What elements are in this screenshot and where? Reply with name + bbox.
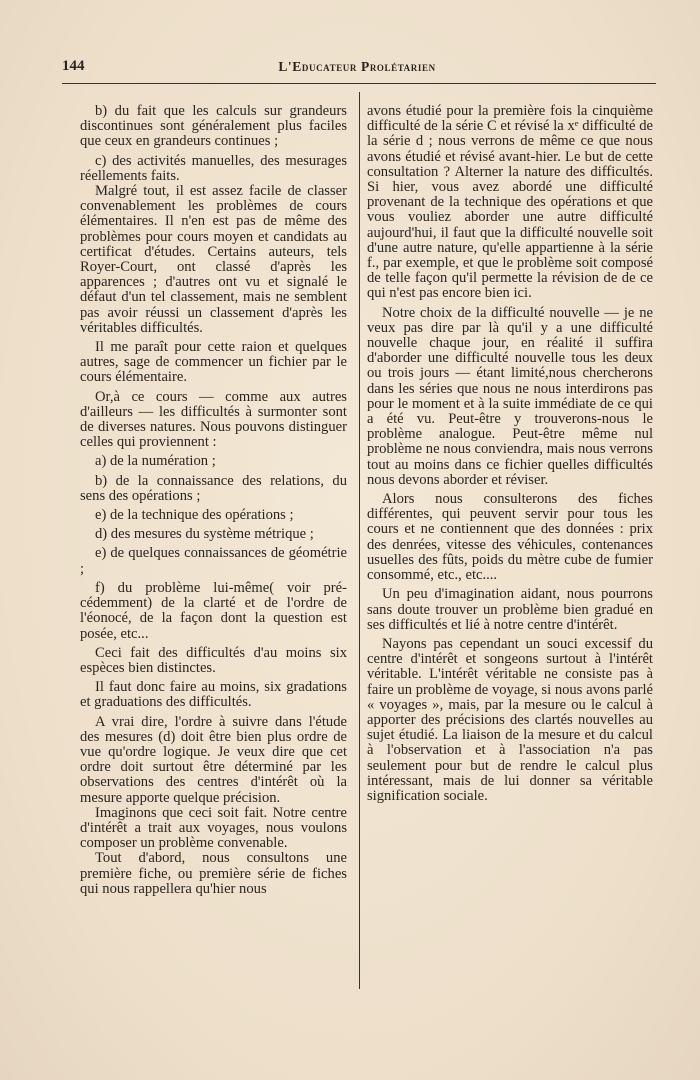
- running-title: L'Educateur Prolétarien: [278, 59, 436, 74]
- paragraph: Nayons pas cependant un souci excessif du centre d'intérêt et songeons surtout à l'intérêt véritable. L'intérêt véritable ne consiste pas à faire un problème de voyage, si nous avons parlé « voyages », mais, par la mesure ou le calcul à apporter des précisions des clartés nouvelles au sujet étudié. La liaison de la mesure et du calcul à l'observation et à l'association n'a pas seulement pour but de rendre le calcul plus intéressant, mais de lui donner sa véritable signification sociale.: [367, 635, 653, 804]
- paragraph: b) de la connaissance des relations, du sens des opérations ;: [80, 472, 347, 504]
- paragraph: e) de quelques connaissances de géométrie ;: [80, 545, 347, 577]
- header-rule: [62, 83, 656, 84]
- paragraph: a) de la numération ;: [95, 453, 216, 470]
- paragraph: Il me paraît pour cette raion et quelques autres, sage de commencer un fichier par le cours élémentaire.: [80, 339, 347, 386]
- paragraph: Notre choix de la difficulté nouvelle — je ne veux pas dire par là qu'il y a une difficulté nouvelle chaque jour, en réalité il suffira d'aborder une difficulté nouvelle tous les deux ou trois jours — étant limité,nous chercherons dans les séries que nous ne nous interdirons pas pour le moment et à la suite immédiate de ce qui a été vu. Peut-être y trouverons-nous le problème analogue. Peut-être même nul problème ne nous conviendra, mais nous verrons tout au moins dans ce fichier quelles difficultés nous devons aborder et réviser.: [367, 304, 653, 488]
- paragraph: Malgré tout, il est assez facile de classer convenablement les problèmes de cours élémentaires. Il n'en est pas de même des problèmes pour cours moyen et candidats au certificat d'études. Certains auteurs, tels Royer-Court, ont classé d'après les apparences ; d'autres ont vu et signalé le défaut d'un tel classement, mais ne semblent pas avoir réussi un classement d'après les véritables difficultés.: [80, 183, 347, 336]
- paragraph: e) de la technique des opérations ;: [95, 507, 294, 524]
- paragraph: Tout d'abord, nous consultons une première fiche, ou première série de fiches qui nous rappellera qu'hier nous: [80, 850, 347, 897]
- column-divider: [359, 92, 360, 989]
- page-header: [62, 58, 652, 80]
- paragraph: Il faut donc faire au moins, six gradations et graduations des difficultés.: [80, 679, 347, 711]
- paragraph: b) du fait que les calculs sur grandeurs discontinues sont généralement plus faciles que ceux en grandeurs continues ;: [80, 103, 347, 150]
- paragraph: f) du problème lui-même( voir précédemment) de la clarté et de l'ordre de l'éonocé, de la façon dont la question est posée, etc...: [80, 579, 347, 642]
- paragraph: Un peu d'imagination aidant, nous pourrons sans doute trouver un problème bien gradué en ses difficultés et lié à notre centre d'intérêt.: [367, 586, 653, 633]
- paragraph: A vrai dire, l'ordre à suivre dans l'étude des mesures (d) doit être bien plus ordre de vue qu'ordre logique. Je veux dire que cet ordre doit surtout être déterminé par les observations des centres d'intérêt où la mesure apporte quelque précision.: [80, 713, 347, 806]
- right-column: [367, 104, 653, 808]
- paragraph: c) des activités manuelles, des mesurages réellements faits.: [80, 152, 347, 184]
- paragraph: Imaginons que ceci soit fait. Notre centre d'intérêt a trait aux voyages, nous voulons composer un problème convenable.: [80, 804, 347, 852]
- left-column: [80, 104, 347, 897]
- paragraph: d) des mesures du système métrique ;: [95, 526, 314, 543]
- paragraph: Alors nous consulterons des fiches différentes, qui peuvent servir pour tous les cours et ne contiennent que des données : prix des denrées, vitesse des véhicules, contenances usuelles des fûts, poids du mètre cube de fumier consommé, etc., etc....: [367, 491, 653, 584]
- page-number: 144: [62, 58, 85, 74]
- paragraph: Ceci fait des difficultés d'au moins six espèces bien distinctes.: [80, 644, 347, 676]
- paragraph: Or,à ce cours — comme aux autres d'ailleurs — les difficultés à surmonter sont de diverses natures. Nous pouvons distinguer celles qui proviennent :: [80, 388, 347, 451]
- paragraph: avons étudié pour la première fois la cinquième difficulté de la série C et révisé la xᵉ difficulté de la série d ; nous verrons de même ce que nous avons étudié et révisé avant-hier. Le but de cette consultation ? Alterner la nature des difficultés. Si hier, vous avez abordé une difficulté provenant de la technique des opérations et que vous vouliez aborder une autre difficulté aujourd'hui, il faut que la difficulté nouvelle soit d'une autre nature, qu'elle appartienne à la série f., par exemple, et que le problème soit composé de telle façon qu'il permette la révision de de ce qui n'est pas encore bien ici.: [367, 103, 653, 302]
